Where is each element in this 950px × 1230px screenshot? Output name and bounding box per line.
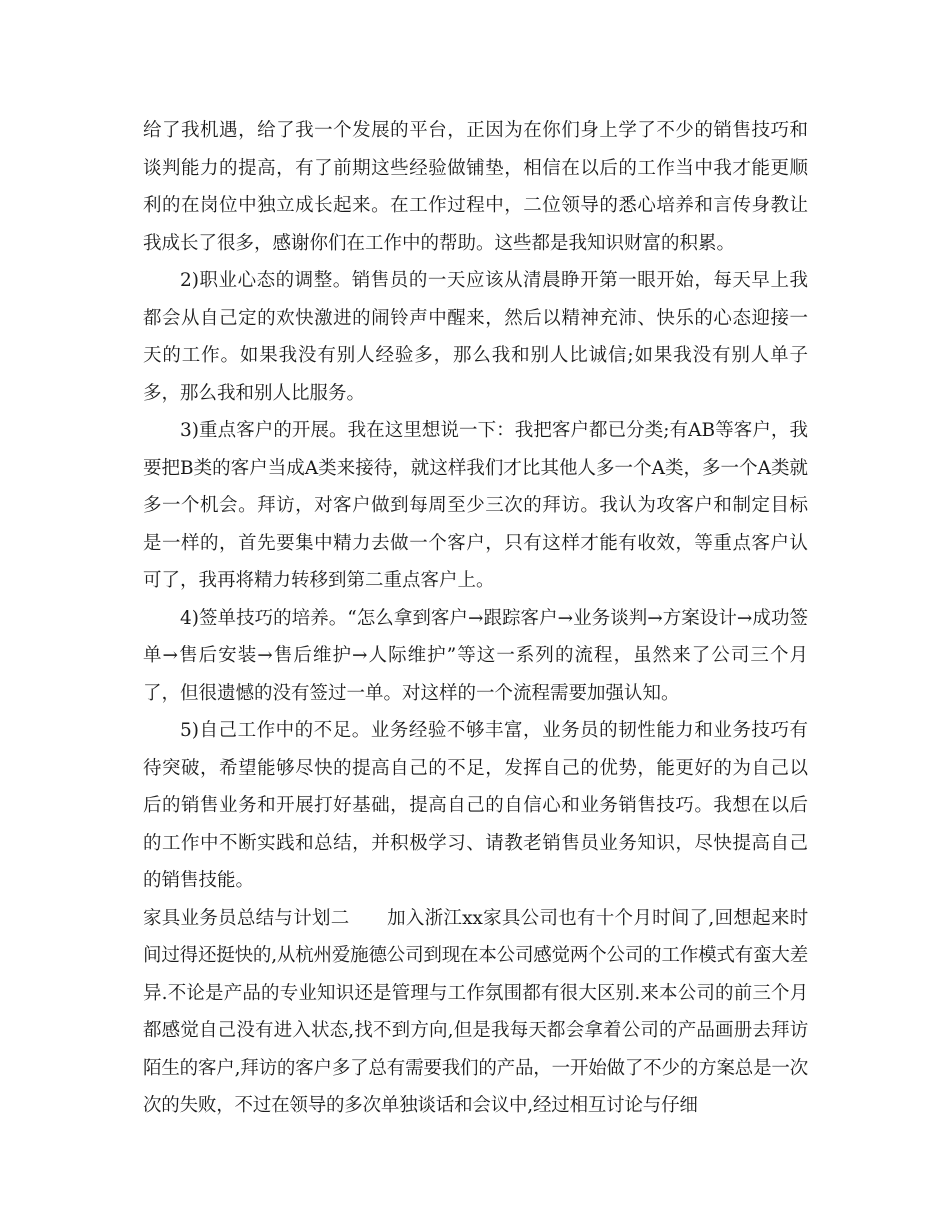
paragraph-key-customers: 3)重点客户的开展。我在这里想说一下：我把客户都已分类;有AB等客户，我要把B类的客户当成A类来接待，就这样我们才比其他人多一个A类，多一个A类就多一个机会。拜访，对客户做到每周至少三次的拜访。我认为攻客户和制定目标是一样的，首先要集中精力去做一个客户，只有这样才能有收效，等重点客户认可了，我再将精力转移到第二重点客户上。 [143, 420, 808, 591]
paragraph-opportunity: 给了我机遇，给了我一个发展的平台，正因为在你们身上学了不少的销售技巧和谈判能力的提高，有了前期这些经验做铺垫，相信在以后的工作当中我才能更顺利的在岗位中独立成长起来。在工作过程中，二位领导的悉心培养和言传身教让我成长了很多，感谢你们在工作中的帮助。这些都是我知识财富的积累。 [143, 120, 808, 254]
document-body [143, 112, 808, 1125]
paragraph-mindset-adjustment: 2)职业心态的调整。销售员的一天应该从清晨睁开第一眼开始，每天早上我都会从自己定的欢快激进的闹铃声中醒来，然后以精神充沛、快乐的心态迎接一天的工作。如果我没有别人经验多，那么我和别人比诚信;如果我没有别人单子多，那么我和别人比服务。 [143, 270, 808, 404]
paragraph-shortcomings: 5)自己工作中的不足。业务经验不够丰富，业务员的韧性能力和业务技巧有待突破，希望能够尽快的提高自己的不足，发挥自己的优势，能更好的为自己以后的销售业务和开展打好基础，提高自己的自信心和业务销售技巧。我想在以后的工作中不断实践和总结，并积极学习、请教老销售员业务知识，尽快提高自己的销售技能。 [143, 720, 808, 891]
paragraph-summary-plan-two: 家具业务员总结与计划二 加入浙江xx家具公司也有十个月时间了,回想起来时间过得还挺快的,从杭州爱施德公司到现在本公司感觉两个公司的工作模式有蛮大差异.不论是产品的专业知识还是管理与工作氛围都有很大区别.来本公司的前三个月都感觉自己没有进入状态,找不到方向,但是我每天都会拿着公司的产品画册去拜访陌生的客户,拜访的客户多了总有需要我们的产品，一开始做了不少的方案总是一次次的失败，不过在领导的多次单独谈话和会议中,经过相互讨论与仔细 [143, 907, 808, 1116]
paragraph-signing-skills: 4)签单技巧的培养。“怎么拿到客户→跟踪客户→业务谈判→方案设计→成功签单→售后安装→售后维护→人际维护”等这一系列的流程，虽然来了公司三个月了，但很遗憾的没有签过一单。对这样的一个流程需要加强认知。 [143, 607, 808, 704]
